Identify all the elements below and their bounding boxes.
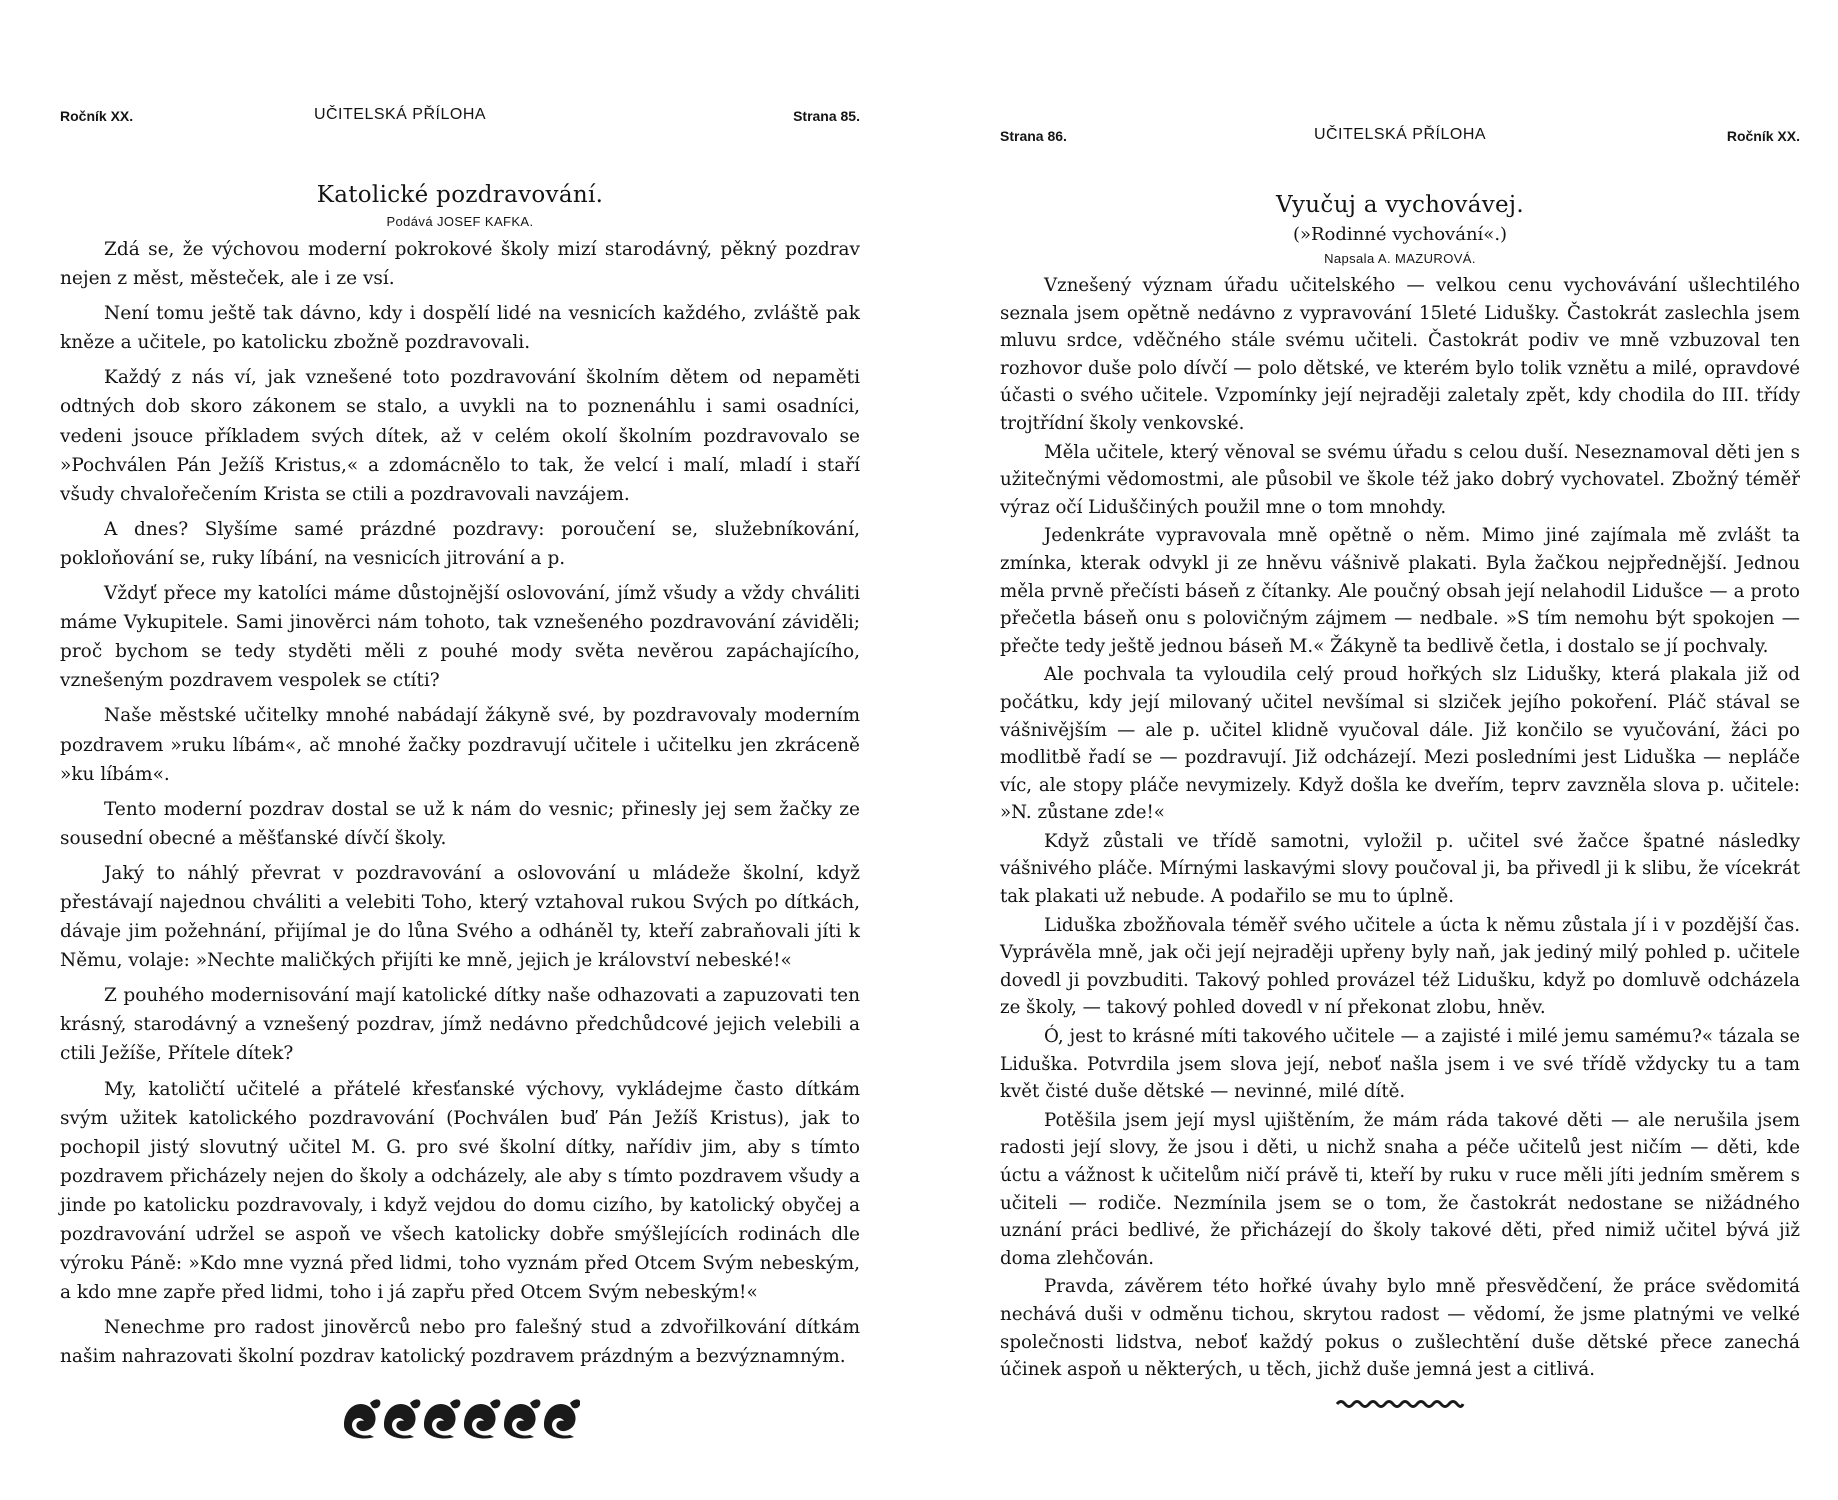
left-page (60, 96, 860, 1441)
wavy-rule-icon (1000, 1398, 1800, 1410)
paragraph: Nenechme pro radost jinověrců nebo pro falešný stud a zdvořilkování dítkám našim nahrazovati školní pozdrav katolický pozdravem prázdným a bezvýznamným. (60, 1317, 860, 1368)
article-title: Katolické pozdravování. (316, 182, 604, 208)
paragraph: Není tomu ještě tak dávno, kdy i dospělí lidé na vesnicích každého, zvláště pak kněze a učitele, po katolicku zbožně pozdravovali. (60, 303, 860, 354)
volume-label: Ročník XX. (1726, 128, 1800, 144)
paragraph: Když zůstali ve třídě samotni, vyložil p. učitel své žačce špatné následky vášnivého pláče. Mírnými laskavými slovy poučoval ji, ba přivedl ji k slibu, že vícekrát tak plakati už nebude. A podařilo se mu to úplně. (1000, 830, 1800, 908)
right-page (1000, 106, 1800, 1410)
paragraph: Každý z nás ví, jak vznešené toto pozdravování školním dětem od nepaměti odtných dob skoro zákonem se stalo, a uvykli na to poznenáhlu i sami osadníci, vedeni jsouce příkladem svých dítek, až v celém okolí školním pozdravovalo se »Pochválen Pán Ježíš Kristus,« a zdomácnělo to tak, že velcí i malí, mladí i staří všudy chvalořečením Krista se ctili a pozdravovali navzájem. (60, 367, 860, 505)
paragraph: My, katoličtí učitelé a přátelé křesťanské výchovy, vykládejme často dítkám svým užitek katolického pozdravování (Pochválen buď Pán Ježíš Kristus), jak to pochopil jistý slovutný učitel M. G. pro své školní dítky, nařídiv jim, aby s tímto pozdravem přicházely nejen do školy a odcházely, ale aby s tímto pozdravem všudy a jinde po katolicku pozdravovaly, i když vejdou do domu cizího, by katolický obyčej a pozdravování udržel se aspoň ve všech katolicky dobře smýšlejících rodinách dle výroku Páně: »Kdo mne vyzná před lidmi, toho vyznám před Otcem Svým nebeským, a kdo mne zapře před lidmi, toho i já zapřu před Otcem Svým nebeským!« (60, 1078, 860, 1304)
paragraph: Pravda, závěrem této hořké úvahy bylo mně přesvědčení, že práce svědomitá nechává duši v odměnu tichou, skrytou radost — vědomí, že jsme platnými ve velké společnosti lidstva, neboť každý pokus o zušlechtění duše dětské přece zanechá účinek aspoň u některých, u těch, jichž duše jemná jest a citlivá. (1000, 1276, 1800, 1381)
paragraph: Ó, jest to krásné míti takového učitele — a zajisté i milé jemu samému?« tázala se Liduška. Potvrdila jsem slova její, neboť našla jsem i ve své třídě vždycky tu a tam květ čisté duše dětské — nevinné, milé dítě. (1000, 1026, 1800, 1103)
byline: Podává JOSEF KAFKA. (386, 214, 534, 229)
floral-vignette-icon (60, 1395, 860, 1441)
article-title: Vyučuj a vychovávej. (1276, 192, 1524, 218)
paragraph: Potěšila jsem její mysl ujištěním, že mám ráda takové děti — ale nerušila jsem radosti její slovy, že jsou i děti, u nichž snaha a péče učitelů jest ničím — děti, kde úctu a vážnost k učitelům ničí právě ti, kteří by ruku v ruce měli jíti jedním směrem s učiteli — rodiče. Nezmínila jsem se o tom, že častokrát nedostane se nižádného uznání práci bedlivé, že přicházejí do školy takové děti, před nimiž učitel bývá již doma zlehčován. (1000, 1109, 1800, 1269)
running-head (60, 96, 860, 136)
article (1000, 192, 1800, 1410)
journal-title: UČITELSKÁ PŘÍLOHA (313, 106, 487, 123)
paragraph: Jaký to náhlý převrat v pozdravování a oslovování u mládeže školní, když přestávají najednou chváliti a velebiti Toho, který vztahoval rukou Svých po dítkách, dávaje jim požehnání, přijímal je do lůna Svého a odháněl ty, kteří zabraňovali jíti k Němu, volaje: »Nechte maličkých přijíti ke mně, jejich je království nebeské!« (60, 862, 860, 972)
article (60, 182, 860, 1441)
paragraph: Ale pochvala ta vyloudila celý proud hořkých slz Lidušky, která plakala již od počátku, kdy její milovaný učitel nevšímal si slziček jejího pokoření. Pláč stával se vášnivějším — ale p. učitel klidně vyučoval dále. Již končilo se vyučování, žáci po modlitbě řadí se — pozdravují. Již odcházejí. Mezi posledními jest Liduška — nepláče víc, ale stopy pláče nevymizely. Když došla ke dveřím, teprv zavzněla slova p. učitele: »N. zůstane zde!« (1000, 664, 1800, 824)
page-number: Strana 85. (793, 108, 860, 124)
paragraph: A dnes? Slyšíme samé prázdné pozdravy: poroučení se, služebníkování, pokloňování se, ruky líbání, na vesnicích jitrování a p. (60, 518, 860, 569)
volume-label: Ročník XX. (60, 108, 134, 124)
paragraph: Zdá se, že výchovou moderní pokrokové školy mizí starodávný, pěkný pozdrav nejen z měst, městeček, ale i ze vsí. (60, 239, 860, 290)
article-subtitle: (»Rodinné vychování«.) (1292, 224, 1508, 245)
paragraph: Naše městské učitelky mnohé nabádají žákyně své, by pozdravovaly moderním pozdravem »ruku líbám«, ač mnohé žačky pozdravují učitele i učitelku jen zkráceně »ku líbám«. (60, 705, 860, 785)
paragraph: Jedenkráte vypravovala mně opětně o něm. Mimo jiné zajímala mě zvlášt ta zmínka, kterak odvykl ji ze hněvu vášnivě plakati. Byla žačkou nejpřednější. Jednou měla prvně přečísti báseň z čítanky. Ale poučný obsah její nelahodil Lidušce — a proto přečetla báseň onu s polovičným zájmem — nedbale. »S tím nemohu být spokojen — přečte tedy ještě jednou báseň M.« Žákyně ta bedlivě četla, i dostalo se jí pochvaly. (1000, 525, 1800, 657)
byline: Napsala A. MAZUROVÁ. (1324, 251, 1476, 266)
paragraph: Tento moderní pozdrav dostal se už k nám do vesnic; přinesly jej sem žačky ze sousední obecné a měšťanské dívčí školy. (60, 798, 860, 849)
paragraph: Vznešený význam úřadu učitelského — velkou cenu vychovávání ušlechtilého seznala jsem opětně nedávno z vypravování 15leté Lidušky. Častokrát zaslechla jsem mluvu srdce, vděčného stále svému učiteli. Častokrát podiv ve mně vzbuzoval ten rozhovor duše polo dívčí — polo dětské, ve kterém bylo tolik vznětu a milé, opravdové účasti o svého učitele. Vzpomínky její nejraději zaletaly zpět, kdy chodila do III. třídy trojtřídní školy venkovské. (1000, 275, 1800, 434)
running-head (1000, 116, 1800, 156)
paragraph: Měla učitele, který věnoval se svému úřadu s celou duší. Neseznamoval děti jen s užitečnými vědomostmi, ale působil ve škole též jako dobrý vychovatel. Zbožný téměř výraz očí Liduščiných použil mne o tom mnohdy. (1000, 441, 1800, 518)
journal-title: UČITELSKÁ PŘÍLOHA (1313, 126, 1487, 143)
paragraph: Liduška zbožňovala téměř svého učitele a úcta k němu zůstala jí i v pozdější čas. Vyprávěla mně, jak oči její nejraději upřeny byly naň, jak jediný milý pohled p. učitele dovedl ji povzbuditi. Takový pohled provázel též Lidušku, když po domluvě odcházela ze školy, — takový pohled dovedl v ní překonat zlobu, hněv. (1000, 914, 1800, 1019)
paragraph: Z pouhého modernisování mají katolické dítky naše odhazovati a zapuzovati ten krásný, starodávný a vznešený pozdrav, jímž nedávno předchůdcové jejich velebili a ctili Ježíše, Přítele dítek? (60, 985, 860, 1065)
paragraph: Vždyť přece my katolíci máme důstojnější oslovování, jímž všudy a vždy chváliti máme Vykupitele. Sami jinověrci nám tohoto, tak vznešeného pozdravování záviděli; proč bychom se tedy styděti měli z pouhé mody světa nevěrou zapáchajícího, vznešeným pozdravem vespolek se ctíti? (60, 583, 860, 692)
page-number: Strana 86. (1000, 128, 1067, 144)
